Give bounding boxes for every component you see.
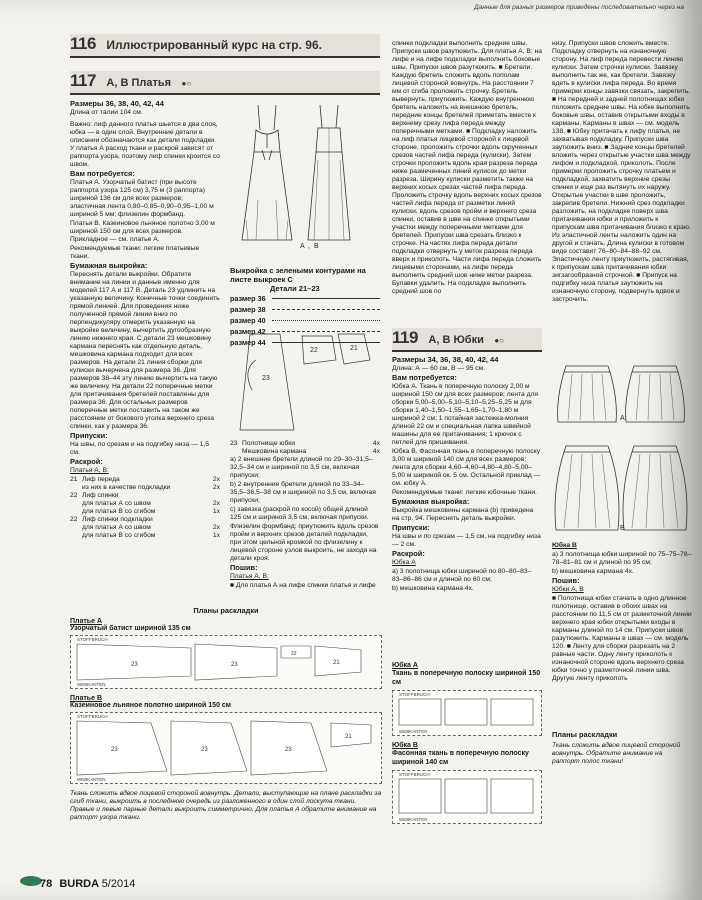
right-b-heading: Юбка В [552, 542, 577, 549]
strap-a: а) 2 внешние бретели длиной по 29–30–31,5–32,5–34 см и шириной по 3,5 см, включая припуски; [230, 456, 373, 479]
label-b-119: В [620, 525, 625, 532]
cut-item: 21 Лиф переда 2х [70, 476, 220, 483]
column-right-2 [552, 40, 692, 305]
cut-item: для платья А со швом 2х [82, 524, 220, 531]
cut-sub-117: Платья А, В: [70, 467, 109, 474]
pattern-heading-119: Бумажная выкройка: [392, 497, 470, 506]
allow-text-117: На швы, по срезам и на подгибку низа — 1,5 см. [70, 441, 210, 456]
layout-b-pieces [71, 713, 381, 781]
header-117-number: 117 [70, 71, 96, 90]
sizes-117: Размеры 36, 38, 40, 42, 44 [70, 99, 164, 108]
cut-list-117 [70, 476, 220, 540]
column-119-right [552, 542, 692, 684]
cut-heading-117: Раскрой: [70, 457, 103, 466]
allow-heading-117: Припуски: [70, 431, 108, 440]
tie-c: c) завязка (раскрой по косой) общей длиной 125 см и шириной 3,5 см, включая припуски. [230, 506, 369, 521]
pattern-sheet-details: Детали 21–23 [270, 284, 320, 293]
pattern-text-119: Выкройка мешковины кармана (b) приведена на стр. 94. Переснять деталь выкройки. [392, 507, 534, 522]
skirt-a-webkanten: WEBKANTEN [399, 729, 428, 734]
sizes-119: Размеры 34, 36, 38, 40, 42, 44 [392, 355, 499, 364]
plans-heading-117: Планы раскладки [193, 606, 259, 615]
label-a-117: А [300, 243, 305, 250]
page-number: 78 [40, 878, 53, 890]
header-117-sub: А, В Платья [106, 77, 172, 89]
skirt-a-heading: Юбка А [392, 662, 418, 669]
layout-box-a [70, 635, 382, 689]
label-a-119: А [620, 415, 625, 422]
layout-a-pieces [71, 636, 381, 686]
skirt-illustration-119 [552, 360, 692, 540]
plan-a-fabric: Узорчатый батист шириной 135 см [70, 625, 191, 632]
allow-text-119: На швы и по срезам — 1,5 см, на подгибку низа — 2 см. [392, 533, 541, 548]
column-right-1 [392, 40, 542, 297]
sew-sub-117: Платья А, В: [230, 573, 269, 580]
skirt-b-stoffbruch: STOFFBRUCH [399, 772, 430, 777]
flizelin-text: Флизелин формбанд: приутюжить вдоль срезов пройм и верхних срезов деталей подкладки, при этом цельной кромкой по флизелину к лицевой стороне узлов выкроить, не заходя на детали кроя. [230, 523, 379, 562]
svg-text:,: , [308, 243, 310, 250]
difficulty-dots-119: ●○ [494, 336, 504, 345]
cut-heading-119: Раскрой: [392, 549, 425, 558]
svg-text:21: 21 [333, 660, 340, 666]
cut-item: для платья А со швом 2х [82, 500, 220, 507]
plan-a-heading: Платье А [70, 618, 102, 625]
skirt-b-heading: Юбка В [392, 742, 418, 749]
sew-text-117-cont: спинки подкладки выполнить средние швы. Припуски швов разутюжить. Для платья А, В: на лифе и на лифе подкладки выполнить боковые швы. Припуски швов разутюжить. ■ Бретели. Каждую бретель сложить вдоль пополам лицевой стороной вовнутрь. На расстоянии 7 мм от сгиба проложить строчку. Бретель вывернуть, приутюжить. Каждую внутреннюю бретель наложить на внешнюю бретель, передние концы бретелей приметать вместе к верхнему срезу лифа переда между поперечными метками. ■ Подкладку наложить на лиф платья лицевой стороной к лицевой стороне, проложить строчки вдоль скрученных срезов частей лифа переда (кулиски). Затем строчки проложить вдоль края разреза переда ниже размеченных линий кулисок до метки разреза. Ширину кулиски разметить также на верхних косых срезах частей лифа переда. Проложить строчку вдоль верхних косых срезов частей лифа переда от разметки линий кулиски, вдоль срезов пройм и верхнего среза спинки, оставив в шве на спинке открытыми участки между поперечными метками для бретелей. Припуски шва срезать близко к строчке. На частях лифа переда детали подкладки отвернуть у меток разреза переда вверх и приколоть. Части лифа переда сложить лицевыми сторонами, на лифе переда выполнить средний шов ниже метки разреза. Булавки удалить. На подкладке выполнить средний шов по [392, 40, 542, 295]
svg-text:23: 23 [111, 747, 118, 753]
svg-text:21: 21 [350, 345, 358, 352]
svg-text:23: 23 [262, 375, 270, 382]
pattern-sheet-title: Выкройка с зелеными контурами на листе выкроек С [230, 266, 366, 284]
cut-item: Мешковина кармана 4х [242, 448, 380, 455]
need-b-119: Юбка В. Фасонная ткань в поперечную полоску 3,00 м шириной 140 см для всех размеров; лента для сборки 4,60–4,60–4,80–4,80–5,00–5,00 м шириной ок. 5 см. Остальной приклад — см. юбку А. [392, 448, 541, 487]
sew-text-117-end: низу. Припуски швов сложить вместе. Подкладку отвернуть на изнаночную сторону. На лиф переда перевести линию кулиски. Затем строчки кулиски. Завязку выполнить так же, как бретели. Завязку вдеть в кулиски лифа переда. Во время примерки концы завязки связать, закрепить. ■ На передней и задней полотнищах юбки положить средние швы. На юбке выполнить боковые швы, оставив открытыми входы в карманы. Карманы в швах — см. модель 138. ■ Юбку притачать к лифу платья, не захватывая подкладку. Припуски шва заутюжить вниз. ■ Задние концы бретелей вложить через открытые участки шва между лифом и подкладкой, приколоть. После примерки проложить строчку платьем и подкладкой, захватить верхние срезы спинки и еще раз вытянуть их наружу. Открытые участки в шве проложить, закрепив бретели. Нижний срез подкладки разложить, на подкладке поверх шва притачивания юбки и приложить к припускам шва притачивания близко к краю. Из эластичной ленты наложить один на другой и стачать. Длина кулиски в готовом виде составит 76–80–84–88–92 см. Эластичную ленту приутюжить, растягивая, к припускам шва притачивания юбки зигзагообразной строчкой. ■ Припуск на подгибку низа платья заутюжить на изнаночную сторону, подвернуть вдвое и застрочить. [552, 40, 691, 303]
size-line-36: размер 36 [230, 293, 380, 304]
webkanten-a: WEBKANTEN [77, 682, 106, 687]
header-116-text: Иллюстрированный курс на стр. 96. [106, 38, 322, 52]
stoffbruch-b: STOFFBRUCH [77, 714, 108, 719]
header-119 [392, 328, 542, 352]
skirt-b-webkanten: WEBKANTEN [399, 817, 428, 822]
header-119-sub: А, В Юбки [428, 334, 484, 346]
right-b-a: а) 3 полотнища юбки шириной по 75–75–78–78–81–81 см и длиной по 95 см; [552, 551, 692, 566]
pattern-text-117: Переснять детали выкройки. Обратите внимание на линии и данные именно для моделей 117 А и 117 В. Деталь 23 удлинить на указанную величину. Конечные точки соединить прямой линией. Для проведения ниже полученной прямой линии вниз по перпендикуляру отмерить указанную на выкройке величину, вычертить дугообразную линию нижнего края. С детали 23 мешковину кармана переснять как отдельную деталь, мешковина кармана подходит для всех размеров. На детали 21 линия сборки для кулиски вычерчена для размера 36. Для размеров 38–44 эту линию вычертить на такую же величину. На детали 22 поперечные метки для притачивания бретелей поставлены для размера 36. Для остальных размеров поперечные метки поставить на таком же расстоянии от бокового уголка верхнего среза спинки, как у размера 36. [70, 271, 220, 430]
skirt-layouts [392, 662, 542, 824]
need-a-119: Юбка А. Ткань в поперечную полоску 2,00 м шириной 150 см для всех размеров; лента для сборки 5,00–5,00–5,10–5,10–5,25–5,25 м для сборки 1,40–1,50–1,55–1,65–1,70–1,80 м шириной 2 см; 1 потайная застежка-молния длиной 22 см и специальная лапка швейной машины для ее притачивания; 1 крючок с петлей для пришивания. [392, 383, 539, 446]
svg-text:22: 22 [310, 347, 318, 354]
need-b-117: Платья В. Казеиновое льняное полотно 3,00 м шириной 150 см для всех размеров. Прикладное — см. платье А. [70, 220, 215, 243]
svg-text:23: 23 [131, 662, 138, 668]
svg-text:23: 23 [231, 662, 238, 668]
cut-item: для платья В со сгибом 1х [82, 508, 220, 515]
size-line-40: размер 40 [230, 315, 380, 326]
svg-text:23: 23 [201, 747, 208, 753]
size-line-42: размер 42 [230, 326, 380, 337]
skirt-b-pieces [393, 771, 541, 821]
cut-sub-119: Юбка А [392, 559, 416, 566]
plan-b-heading: Платье В [70, 695, 102, 702]
pattern-pieces-diagram [232, 330, 380, 438]
layout-plans-117 [70, 600, 382, 822]
skirt-a-stoffbruch: STOFFBRUCH [399, 692, 430, 697]
sew-sub-119: Юбки А, В [552, 586, 584, 593]
sew-text-119: ■ Полотнища юбки стачать в одно длинное полотнище, оставив в обоих швах на расстоянии по 11,5 см от разметочной линии верхнего края юбки открытыми входы в карманы длиной по 14 см. Припуски швов разутюжить. Карманы в швах — см. модель 120. ■ Ленту для сборки разрезать на 2 равные части. Одну ленту приколоть к изнаночной стороне вдоль верхнего среза юбки точно у разметочной линии шва. Другую ленту приколоть [552, 595, 692, 682]
need-heading-119: Вам потребуется: [392, 373, 457, 382]
svg-text:22: 22 [291, 651, 297, 657]
plans-119 [552, 724, 682, 766]
cut-item: 23 Полотнище юбки 4х [230, 440, 380, 447]
allow-heading-119: Припуски: [392, 523, 430, 532]
length-117: Длина от талии 104 см. [70, 109, 143, 116]
svg-text:21: 21 [345, 734, 352, 740]
label-b-117: В [314, 243, 319, 250]
top-note: Данные для разных размеров приведены последовательно через на [474, 4, 684, 11]
header-116-number: 116 [70, 34, 96, 53]
length-119: Длина: А — 60 см, В — 95 см. [392, 365, 486, 372]
skirt-b-layout [392, 770, 542, 824]
plans-caption-119: Ткань сложить вдвое лицевой стороной вовнутрь. Обратите внимание на раппорт полос ткани! [552, 742, 681, 765]
plans-heading-119: Планы раскладки [552, 730, 618, 739]
need-rec-117: Рекомендуемые ткани: легкие платьевые ткани. [70, 245, 200, 260]
header-119-number: 119 [392, 328, 418, 347]
webkanten-b: WEBKANTEN [77, 777, 106, 782]
layout-caption-117: Ткань сложить вдвое лицевой стороной вовнутрь. Детали, выступающие на плане раскладки за сгиб ткани, выкроить в последнюю очередь из разложенного в один слой лоскута ткани. Правые и левые парные детали выкроить симметрично. Для платья А обратите внимание на раппорт узора ткани. [70, 790, 382, 821]
cut-a-119: а) 3 полотнища юбки шириной по 80–80–83–83–86–86 см и длиной по 60 см; [392, 568, 532, 583]
header-117 [70, 71, 380, 95]
green-leaf-decoration [20, 876, 42, 886]
sew-heading-119: Пошив: [552, 576, 580, 585]
skirt-a-pieces [393, 691, 541, 733]
pattern-heading-117: Бумажная выкройка: [70, 261, 148, 270]
dress-illustration-117 [228, 100, 370, 250]
cut-item: 22 Лиф спинки [70, 492, 119, 499]
size-line-38: размер 38 [230, 304, 380, 315]
cut-item: для платья В со сгибом 1х [82, 532, 220, 539]
column-middle [230, 440, 380, 591]
footer [40, 878, 135, 890]
cut-item: 22 Лиф спинки подкладки [70, 516, 153, 523]
skirt-b-fabric: Фасонная ткань в поперечную полоску шириной 140 см [392, 750, 529, 766]
need-a-117: Платья А. Узорчатый батист (при высоте раппорта узора 125 см) 3,75 м (3 раппорта) шириной 136 см для всех размеров; эластичная лента 0,80–0,85–0,90–0,95–1,00 м шириной 5 мм; флизелин формбанд. [70, 179, 214, 218]
right-b-b: b) мешковина кармана 4х. [552, 568, 634, 575]
cut-item: из них в качестве подкладки 2х [82, 484, 220, 491]
skirt-a-fabric: Ткань в поперечную полоску шириной 150 см [392, 670, 541, 686]
sew-heading-117: Пошив: [230, 563, 258, 572]
issue-number: 5/2014 [101, 878, 136, 890]
size-line-44: размер 44 [230, 337, 380, 348]
cut-b-119: b) мешковина кармана 4х. [392, 585, 474, 592]
sew-start-117: ■ Для платья А на лифе спинки платья и лифе [230, 582, 376, 589]
important-117: Важно: лиф данного платья шьется в два слоя, юбка — в один слой. Внутренние детали в описании обозначаются как детали подкладки. У платья А расход ткани и раскрой зависят от раппорта узора, поэтому лиф спинки кроится со швом. [70, 121, 220, 168]
svg-text:23: 23 [285, 747, 292, 753]
layout-box-b [70, 712, 382, 784]
skirt-a-layout [392, 690, 542, 736]
difficulty-dots-117: ●○ [181, 79, 192, 88]
need-heading-117: Вам потребуется: [70, 169, 135, 178]
column-119 [392, 356, 542, 594]
plan-b-fabric: Казеиновое льняное полотно шириной 150 см [70, 702, 231, 709]
header-116 [70, 34, 380, 58]
need-rec-119: Рекомендуемые ткани: легкие юбочные ткани. [392, 489, 537, 496]
strap-b: b) 2 внутренние бретели длиной по 33–34–35,5–36,5–38 см и шириной по 3,5 см, включая припуски; [230, 481, 376, 504]
brand-name: BURDA [59, 878, 99, 890]
stoffbruch-a: STOFFBRUCH [77, 637, 108, 642]
column-117 [70, 100, 220, 540]
